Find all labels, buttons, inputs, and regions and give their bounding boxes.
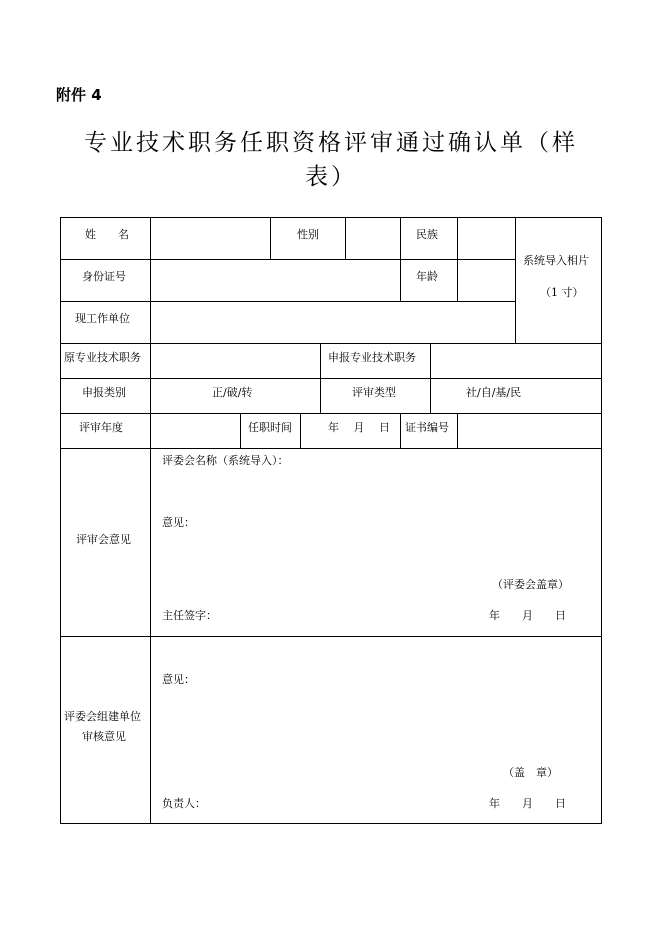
review-type-options[interactable]: 社/自/基/民 [466, 386, 522, 399]
apply-type-label: 申报类别 [82, 386, 126, 399]
name-field[interactable] [151, 218, 269, 258]
committee-section-label: 评审会意见 [76, 533, 131, 546]
review-year-field[interactable] [151, 414, 239, 447]
chair-sign-label: 主任签字： [162, 609, 217, 622]
gender-field[interactable] [346, 218, 399, 258]
applied-title-field[interactable] [431, 344, 601, 377]
chair-date: 年 月 日 [489, 609, 566, 622]
org-seal: （盖 章） [503, 766, 558, 779]
org-section-label-1: 评委会组建单位 [64, 710, 141, 723]
gender-label: 性别 [297, 228, 319, 241]
name-label: 姓 名 [85, 228, 129, 241]
orig-title-field[interactable] [151, 344, 319, 377]
work-unit-label: 现工作单位 [75, 312, 130, 325]
committee-opinion-label: 意见： [162, 516, 195, 529]
title-line-1: 专业技术职务任职资格评审通过确认单（样 [84, 130, 578, 156]
attachment-label: 附件 4 [56, 86, 102, 104]
appoint-time-label: 任职时间 [248, 421, 292, 434]
org-section-label-2: 审核意见 [82, 730, 126, 743]
org-opinion-label: 意见： [162, 673, 195, 686]
work-unit-field[interactable] [151, 302, 514, 342]
applied-title-label: 申报专业技术职务 [328, 351, 416, 364]
responsible-label: 负责人： [162, 797, 206, 810]
orig-title-label: 原专业技术职务 [64, 351, 141, 364]
id-label: 身份证号 [82, 270, 126, 283]
photo-size: （1 寸） [540, 286, 584, 299]
ethnicity-label: 民族 [416, 228, 438, 241]
id-field[interactable] [151, 260, 399, 300]
ethnicity-field[interactable] [458, 218, 514, 258]
photo-label: 系统导入相片 [523, 254, 589, 267]
age-field[interactable] [458, 260, 514, 300]
review-type-label: 评审类型 [352, 386, 396, 399]
apply-type-options[interactable]: 正/破/转 [212, 386, 253, 399]
org-date: 年 月 日 [489, 797, 566, 810]
age-label: 年龄 [416, 270, 438, 283]
review-year-label: 评审年度 [79, 421, 123, 434]
page-title [60, 126, 602, 194]
appoint-date[interactable]: 年 月 日 [328, 421, 390, 434]
cert-no-field[interactable] [458, 414, 601, 447]
committee-seal: （评委会盖章） [492, 578, 569, 591]
cert-no-label: 证书编号 [405, 421, 449, 434]
committee-name-label: 评委会名称（系统导入）： [162, 454, 289, 467]
title-line-2: 表） [305, 164, 357, 190]
